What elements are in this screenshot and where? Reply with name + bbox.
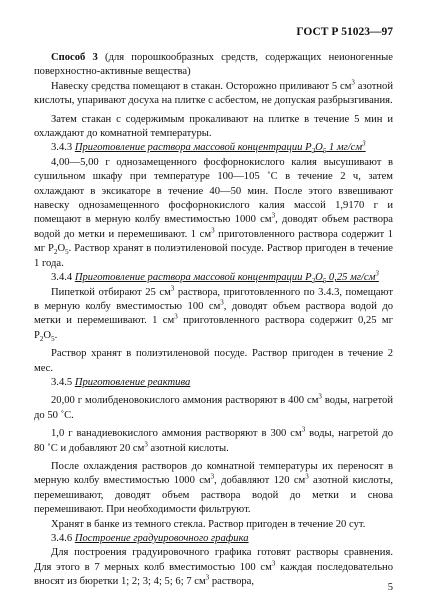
- section-3-4-4-storage: Раствор хранят в полиэтиленовой посуде. Раствор пригоден в течение 2 мес.: [34, 348, 393, 374]
- section-3-4-6-heading: 3.4.6 Построение градуировочного графика: [51, 533, 249, 544]
- section-3-4-3-text: 4,00—5,00 г однозамещенного фосфорнокислого калия высушивают в сушильном шкафу при температуре 100—105 ˚С в течение 2 ч, затем охлаждают в эксикаторе в течение 40—50 мин. После этого взвешивают навеску однозамещенного фосфорнокислого калия массой 1,9170 г и помещают в мерную колбу вместимостью 1000 $см^3$, доводят объем раствора водой до метки и перемешивают. 1 $см^3$ приготовленного раствора содержит 1 мг $P_2O_5$. Раствор хранят в полиэтиленовой посуде. Раствор пригоден в течение 1 года.: [34, 156, 394, 269]
- section-3-4-5-paragraph-a: 20,00 г молибденовокислого аммония растворяют в 400 $см^3$ воды, нагретой до 50 ˚С.: [34, 392, 394, 421]
- method3-paragraph-1: Навеску средства помещают в стакан. Осторожно приливают 5 $см^3$ азотной кислоты, упаривают досуха на плитке с асбестом, не допуская разбрызгивания.: [34, 78, 393, 107]
- section-3-4-3-heading: 3.4.3 Приготовление раствора массовой концентрации $P_2O_5$ 1 $мг/см^3$: [51, 139, 366, 156]
- page-number: 5: [387, 582, 393, 593]
- method3-label: Способ 3: [51, 52, 98, 63]
- standard-header: ГОСТ Р 51023—97: [296, 26, 393, 38]
- section-3-4-5-paragraph-c: После охлаждения растворов до комнатной температуры их переносят в мерную колбу вместимостью 1000 $см^3$, добавляют 120 $см^3$ азотной кислоты, перемешивают, доводят объем раствора водой до метки и снова перемешивают. При необходимости фильтруют.: [34, 460, 393, 516]
- method3-intro-text: (для порошкообразных средств, содержащих неионогенные поверхностно-активные вещества): [34, 52, 393, 78]
- method3-paragraph-2: Затем стакан с содержимым прокаливают на плитке в течение 5 мин и охлаждают до комнатной температуры.: [34, 113, 393, 140]
- section-3-4-5-paragraph-b: 1,0 г ванадиевокислого аммония растворяют в 300 $см^3$ воды, нагретой до 80 ˚С и добавляют 20 $см^3$ азотной кислоты.: [34, 425, 393, 454]
- section-3-4-4-text: Пипеткой отбирают 25 $см^3$ раствора, приготовленного по 3.4.3, помещают в мерную колбу вместимостью 100 $см^3$, доводят объем раствора водой до метки и перемешивают. 1 $см^3$ приготовленного раствора содержит 0,25 мг $P_2O_5$.: [34, 283, 394, 343]
- section-3-4-4-heading: 3.4.4 Приготовление раствора массовой концентрации $P_2O_5$ 0,25 $мг/см^3$: [51, 269, 379, 286]
- method3-intro-paragraph: [34, 51, 393, 80]
- section-3-4-5-paragraph-d: Хранят в банке из темного стекла. Раствор пригоден в течение 20 сут.: [51, 518, 366, 530]
- section-3-4-5-heading: 3.4.5 Приготовление реактива: [51, 376, 191, 388]
- section-3-4-6-text: Для построения градуировочного графика готовят растворы сравнения. Для этого в 7 мерных колб вместимостью 100 $см^3$ каждая последовательно вносят из бюретки 1; 2; 3; 4; 5; 6; 7 $см^3$ раствора,: [34, 547, 393, 588]
